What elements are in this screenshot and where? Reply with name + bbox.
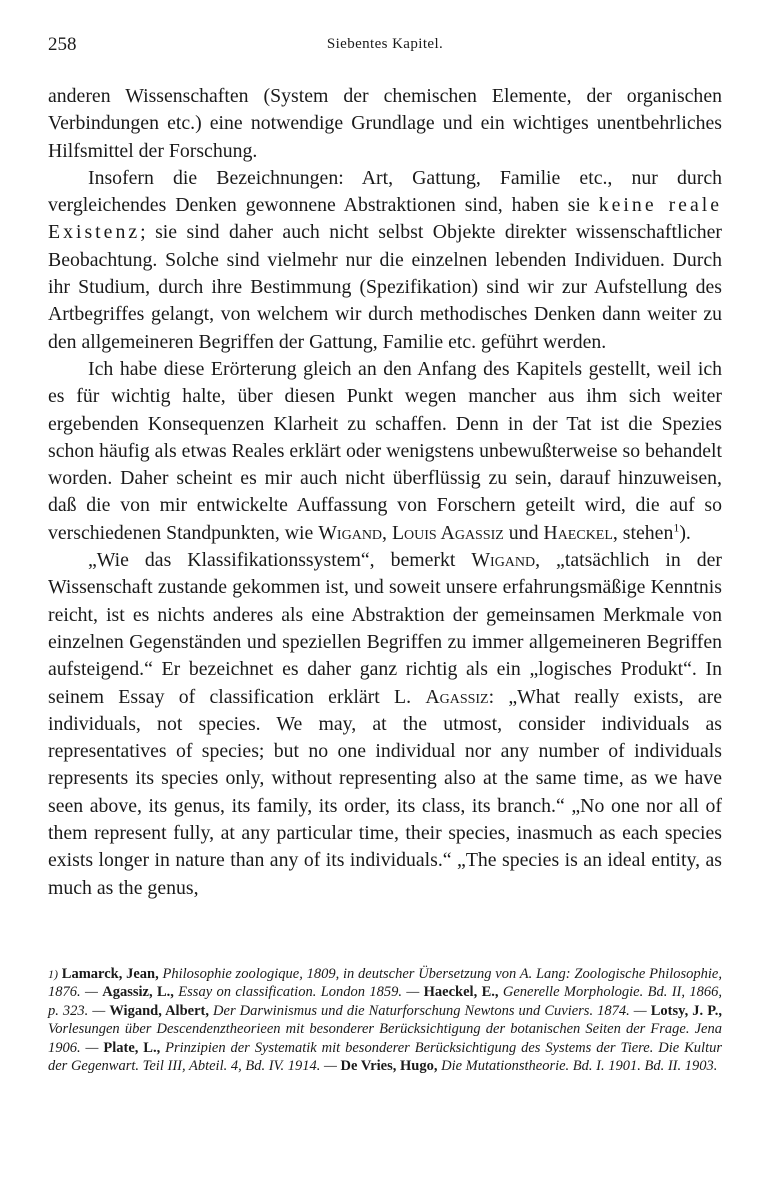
paragraph-2 bbox=[48, 165, 722, 356]
body-text bbox=[48, 83, 722, 902]
paragraph-4-text-b: , „tatsächlich in der Wissenschaft zustande gekommen ist, und soweit unsere erfahrungsmäßige Kenntnis reicht, ist es nichts anderes als eine Abstraktion der gemeinsamen Merkmale von einzelnen Gegenständen und speziellen Begriffen zu immer allgemeineren Begriffen aufsteigend.“ Er bezeichnet es daher ganz richtig als ein „logisches Produkt“. In seinem Essay of classification erklärt L. bbox=[48, 549, 723, 708]
footnote-text: Generelle Morphologie. Bd. II, 1866, p. 323. — bbox=[48, 984, 722, 1019]
paragraph-2-text-a: Insofern die Bezeichnungen: Art, Gattung, Familie etc., nur durch vergleichendes Denken gewonnene Abstraktionen sind, haben sie bbox=[48, 166, 722, 217]
author-name-wigand: Wigand bbox=[471, 549, 536, 572]
footnote-author: Agassiz, L., bbox=[102, 984, 174, 1001]
footnote-text: Philosophie zoologique, 1809, in deutscher Übersetzung von A. Lang: Zoologische Philosophie, 1876. — bbox=[48, 966, 722, 1001]
footnote-text: Essay on classification. London 1859. — bbox=[173, 984, 424, 1001]
footnote-reference[interactable]: 1 bbox=[673, 520, 680, 535]
author-name-haeckel: Haeckel bbox=[543, 521, 613, 544]
footnote bbox=[48, 965, 722, 1075]
footnote-mark: 1) bbox=[48, 967, 58, 981]
footnote-author: Wigand, Albert, bbox=[109, 1002, 209, 1019]
author-name-wigand: Wigand bbox=[318, 521, 383, 544]
paragraph-2-text-b: ; sie sind daher auch nicht selbst Objekte direkter wissenschaftlicher Beobachtung. Solche sind vielmehr nur die einzelnen lebenden Individuen. Durch ihr Studium, durch ihre Bestimmung (Spezifikation) sind wir zur Aufstellung des Artbegriffes gelangt, von welchem wir durch methodisches Denken dann weiter zu den allgemeineren Begriffen der Gattung, Familie etc. geführt werden. bbox=[48, 221, 722, 353]
footnote-author: Haeckel, E., bbox=[423, 984, 499, 1001]
author-name-agassiz: Agassiz bbox=[425, 685, 489, 708]
paragraph-1-text: anderen Wissenschaften (System der chemischen Elemente, der organischen Verbindungen etc.) eine notwendige Grundlage und ein wichtiges unentbehrliches Hilfsmittel der Forschung. bbox=[48, 85, 722, 162]
footnote-text: Der Darwinismus und die Naturforschung Newtons und Cuviers. 1874. — bbox=[208, 1002, 651, 1019]
page-number: 258 bbox=[48, 34, 77, 55]
page-header bbox=[48, 30, 722, 60]
conjunction: und bbox=[503, 521, 544, 544]
footnote-text: Die Mutationstheorie. Bd. I. 1901. Bd. II. 1903. bbox=[437, 1058, 718, 1075]
paragraph-4-text-c: : „What really exists, are individuals, not species. We may, at the utmost, consider individuals as representatives of species; but no one individual nor any number of individuals represents its species only, without representing also at the same time, as we have seen above, its genus, its family, its order, its class, its branch.“ „No one nor all of them represent fully, at any particular time, their species, inasmuch as each species exists longer in nature than any of its individuals.“ „The species is an ideal entity, as much as the genus, bbox=[48, 685, 722, 899]
footnote-author: Lamarck, Jean, bbox=[61, 966, 159, 982]
separator: , bbox=[382, 521, 392, 544]
paragraph-4 bbox=[48, 547, 722, 902]
footnote-author: De Vries, Hugo, bbox=[340, 1058, 438, 1075]
running-head: Siebentes Kapitel. bbox=[326, 36, 444, 52]
emphasis-spaced: keine reale Existenz bbox=[48, 194, 722, 244]
paragraph-3-end: , stehen bbox=[612, 521, 674, 544]
paragraph-3-text: Ich habe diese Erörterung gleich an den Anfang des Kapitels gestellt, weil ich es für wichtig halte, über diesen Punkt wegen mancher aus ihm sich weiter ergebenden Konsequenzen Klarheit zu schaffen. Denn in der Tat ist die Spezies schon häufig als etwas Reales erklärt oder wenigstens unbewußterweise so behandelt worden. Daher scheint es mir auch nicht überflüssig zu sein, darauf hinzuweisen, daß die von mir entwickelte Auffassung von Forschern geteilt wird, die auf so verschiedenen Standpunkten, wie bbox=[48, 357, 722, 544]
footnote-text: Vorlesungen über Descendenztheorieen mit besonderer Berücksichtigung der botanischen Seiten der Frage. Jena 1906. — bbox=[48, 1021, 722, 1056]
paragraph-3 bbox=[48, 356, 722, 547]
author-name-agassiz: Louis Agassiz bbox=[391, 521, 504, 544]
paragraph-3-close: ). bbox=[679, 521, 691, 544]
paragraph-4-text-a: „Wie das Klassifikationssystem“, bemerkt bbox=[88, 549, 472, 572]
paragraph-1 bbox=[48, 83, 722, 165]
footnote-text: Prinzipien der Systematik mit besonderer Berücksichtigung des Systems der Tiere. Die Kultur der Gegenwart. Teil III, Abteil. 4, Bd. IV. 1914. — bbox=[48, 1039, 722, 1075]
footnote-author: Plate, L., bbox=[103, 1039, 161, 1056]
footnote-author: Lotsy, J. P., bbox=[650, 1002, 722, 1019]
